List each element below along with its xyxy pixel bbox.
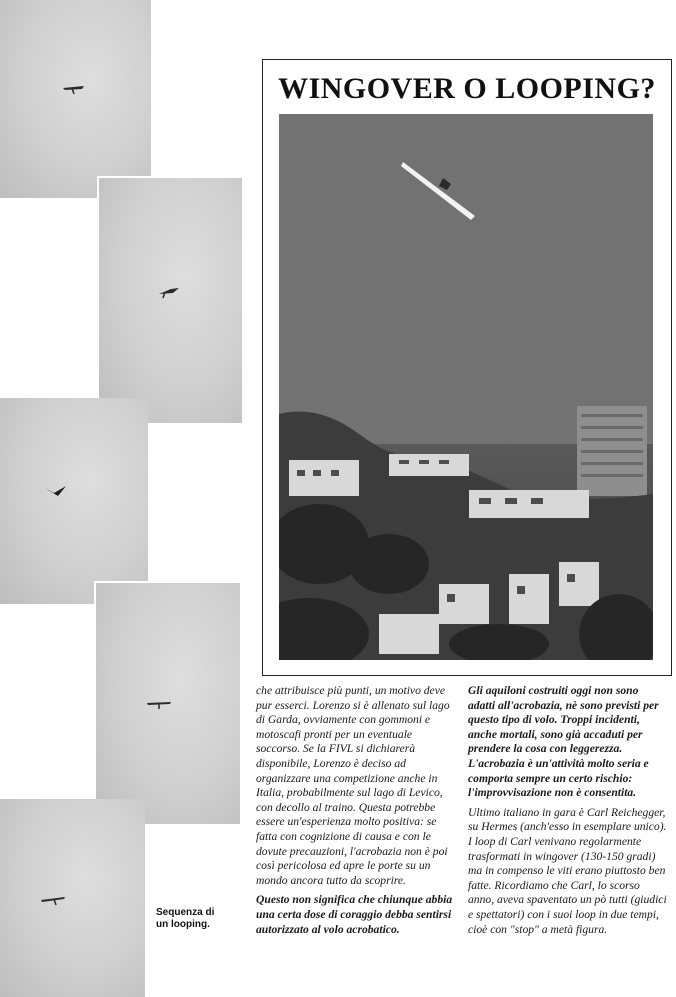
hang-glider-silhouette	[44, 484, 68, 498]
coastal-glider-photo	[279, 114, 653, 660]
text-column-2	[468, 684, 668, 942]
column2-paragraph-1: Gli aquiloni costruiti oggi non sono adatti all'acrobazia, nè sono previsti per questo tipo di volo. Troppi incidenti, anche mortali, sono già accaduti per prendere la cosa con leggerezza. L'acrobazia è un'attività molto seria e comporta sempre un certo rischio: l'improvvisazione non è consentita.	[468, 684, 659, 800]
column2-paragraph-2: Ultimo italiano in gara è Carl Reichegger, su Hermes (anch'esso in esemplare unico). I loop di Carl venivano regolarmente trasformati in wingover (130-150 gradi) ma in compenso le viti erano piuttosto ben fatte. Ricordiamo che Carl, lo scorso anno, aveva spaventato un pò tutti (giudici e spettatori) con i suoi loop in due tempi, cioè con "stop" a metà figura.	[468, 805, 667, 936]
hang-glider-silhouette	[146, 698, 172, 710]
sequence-photo-1	[0, 0, 151, 198]
column1-paragraph-1: che attribuisce più punti, un motivo deve pur esserci. Lorenzo si è allenato sul lago di Garda, ovviamente con gommoni e motoscafi pronti per un eventuale soccorso. Se la FIVL si dichiarerà disponibile, Lorenzo è deciso ad organizzare una competizione anche in Italia, probabilmente sul lago di Levico, con decollo al traino. Questa potrebbe essere un'esperienza molto positiva: se fatta con cognizione di causa e con le dovute precauzioni, l'acrobazia non è poi così pericolosa ed apre le porte su un mondo ancora tutto da scoprire.	[256, 684, 450, 887]
sequence-photo-3	[0, 398, 148, 604]
sequence-photo-5	[0, 799, 145, 997]
caption-line-1: Sequenza di	[156, 907, 215, 918]
hang-glider-silhouette	[62, 82, 86, 96]
caption-line-2: un looping.	[156, 919, 210, 930]
column1-paragraph-2: Questo non significa che chiunque abbia una certa dose di coraggio debba sentirsi autorizzato al volo acrobatico.	[256, 893, 453, 936]
coastal-scene-illustration	[279, 114, 653, 660]
hang-glider-silhouette	[40, 893, 66, 907]
feature-box	[262, 59, 672, 676]
text-column-1	[256, 684, 456, 942]
photo-sequence-caption	[156, 907, 246, 931]
headline: WINGOVER O LOOPING?	[278, 72, 656, 105]
hang-glider-silhouette	[157, 286, 181, 300]
sequence-photo-2	[97, 176, 242, 423]
sequence-photo-4	[94, 581, 240, 824]
